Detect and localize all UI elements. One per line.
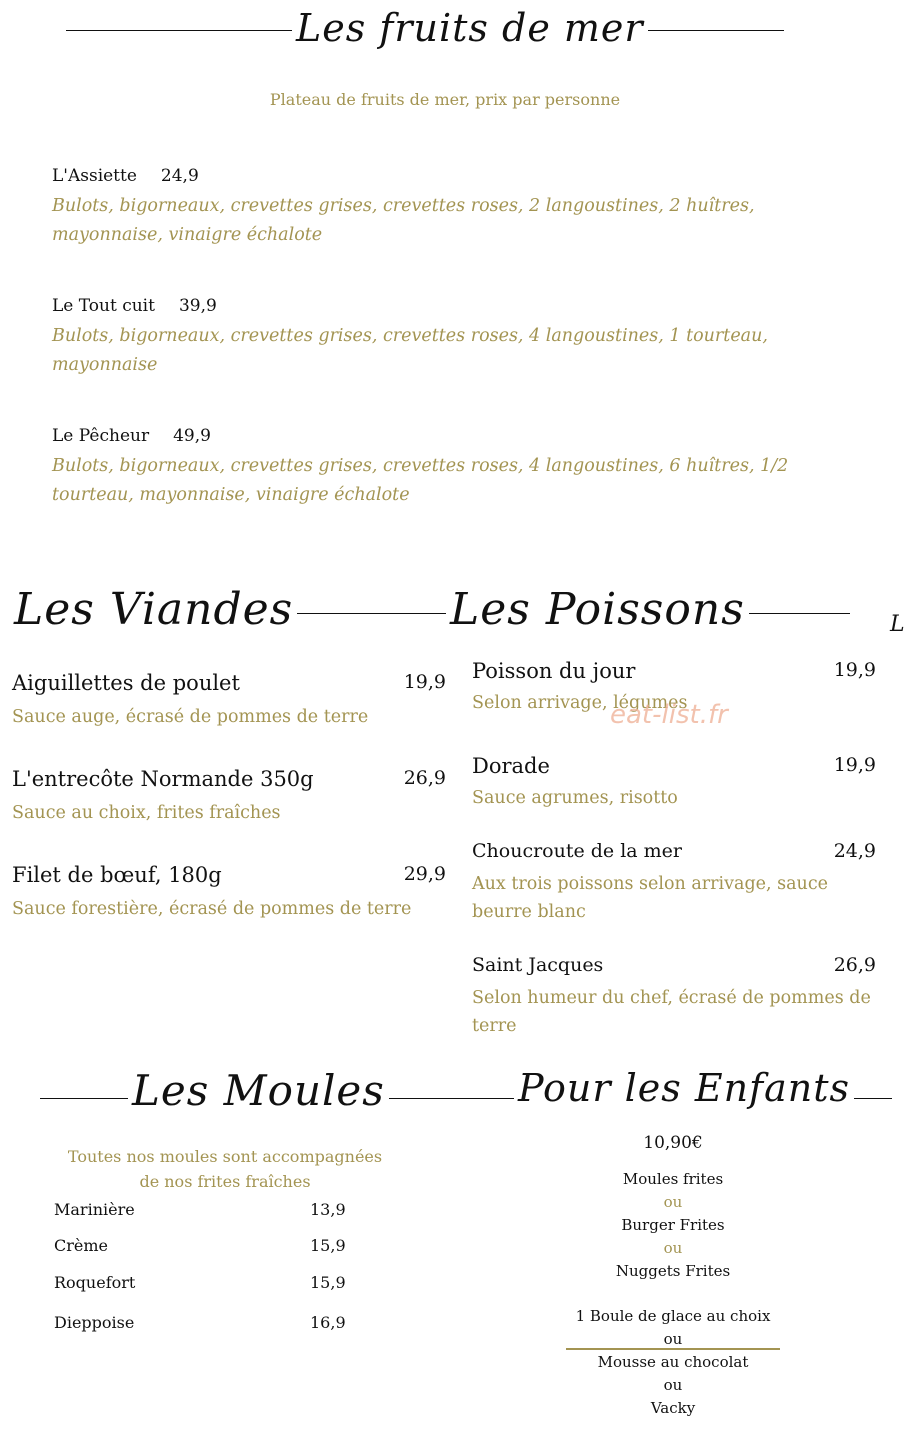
fish-item (472, 840, 876, 862)
watermark-text: eat-list.fr (610, 700, 728, 730)
fish-price: 24,9 (833, 840, 876, 862)
seafood-desc: Bulots, bigorneaux, crevettes grises, crevettes roses, 4 langoustines, 6 huîtres, 1/2 tourteau, mayonnaise, vinaigre échalote (52, 456, 789, 505)
moule-name: Marinière (54, 1200, 135, 1219)
fish-item (472, 659, 876, 683)
meat-desc: Sauce auge, écrasé de pommes de terre (12, 707, 369, 727)
kids-main-option: Moules frites (622, 1170, 724, 1188)
seafood-desc: Bulots, bigorneaux, crevettes grises, crevettes roses, 2 langoustines, 2 huîtres, mayonnaise, vinaigre échalote (52, 196, 755, 245)
fish-name: Dorade (472, 754, 550, 778)
moules-subtitle: Toutes nos moules sont accompagnées (67, 1147, 383, 1166)
kids-menu-price: 10,90€ (643, 1133, 703, 1153)
meat-price: 19,9 (403, 671, 446, 693)
seafood-price: 24,9 (160, 166, 199, 186)
kids-dessert-option: Vacky (650, 1399, 696, 1417)
fish-price: 19,9 (833, 659, 876, 681)
seafood-name: Le Tout cuit (52, 296, 155, 316)
meat-name: Filet de bœuf, 180g (12, 863, 222, 887)
moule-item (54, 1273, 354, 1292)
meat-item (12, 671, 446, 695)
poissons-title: Les Poissons (446, 584, 749, 635)
moule-price: 15,9 (310, 1273, 346, 1292)
meat-price: 26,9 (403, 767, 446, 789)
moule-name: Roquefort (54, 1273, 136, 1292)
third-column-title-fragment: L (890, 612, 905, 637)
meat-name: L'entrecôte Normande 350g (12, 767, 314, 791)
fish-price: 19,9 (833, 754, 876, 776)
meat-item (12, 863, 446, 887)
kids-or: ou (663, 1376, 683, 1394)
kids-dessert-rule (566, 1348, 780, 1350)
moules-title: Les Moules (128, 1066, 389, 1115)
seafood-item (52, 166, 199, 186)
viandes-title: Les Viandes (10, 584, 297, 635)
fish-price: 26,9 (833, 954, 876, 976)
moule-item (54, 1200, 354, 1219)
meat-item (12, 767, 446, 791)
moule-item (54, 1313, 354, 1332)
seafood-name: L'Assiette (52, 166, 137, 186)
moule-price: 15,9 (310, 1236, 346, 1255)
seafood-price: 49,9 (173, 426, 211, 446)
moule-item (54, 1236, 354, 1255)
fish-name: Poisson du jour (472, 659, 636, 683)
moule-name: Dieppoise (54, 1313, 135, 1332)
seafood-name: Le Pêcheur (52, 426, 150, 446)
seafood-desc: Bulots, bigorneaux, crevettes grises, crevettes roses, 4 langoustines, 1 tourteau, mayonnaise (52, 326, 768, 375)
seafood-item (52, 426, 211, 446)
fish-desc: Aux trois poissons selon arrivage, sauce beurre blanc (472, 874, 828, 922)
fish-desc: Sauce agrumes, risotto (472, 788, 678, 808)
moule-price: 13,9 (310, 1200, 346, 1219)
fruits-subtitle: Plateau de fruits de mer, prix par personne (269, 90, 621, 109)
meat-desc: Sauce au choix, frites fraîches (12, 803, 281, 823)
kids-main-option: Nuggets Frites (615, 1262, 731, 1280)
seafood-price: 39,9 (178, 296, 217, 316)
moule-price: 16,9 (310, 1313, 346, 1332)
meat-price: 29,9 (403, 863, 446, 885)
kids-or: ou (663, 1330, 683, 1348)
fish-item (472, 954, 876, 976)
kids-or: ou (663, 1239, 683, 1257)
meat-name: Aiguillettes de poulet (12, 671, 240, 695)
moules-subtitle: de nos frites fraîches (139, 1172, 311, 1191)
fish-name: Saint Jacques (472, 954, 604, 976)
fish-desc: Selon arrivage, légumes (472, 693, 688, 713)
moule-name: Crème (54, 1236, 108, 1255)
fish-item (472, 754, 876, 778)
enfants-title: Pour les Enfants (514, 1066, 854, 1110)
kids-or: ou (663, 1193, 683, 1211)
kids-dessert-option: 1 Boule de glace au choix (575, 1307, 771, 1325)
fish-desc: Selon humeur du chef, écrasé de pommes de terre (472, 988, 871, 1036)
seafood-item (52, 296, 217, 316)
kids-main-option: Burger Frites (621, 1216, 725, 1234)
kids-dessert-option: Mousse au chocolat (597, 1353, 749, 1371)
fruits-de-mer-title: Les fruits de mer (292, 6, 648, 50)
fish-name: Choucroute de la mer (472, 840, 683, 862)
meat-desc: Sauce forestière, écrasé de pommes de terre (12, 899, 412, 919)
